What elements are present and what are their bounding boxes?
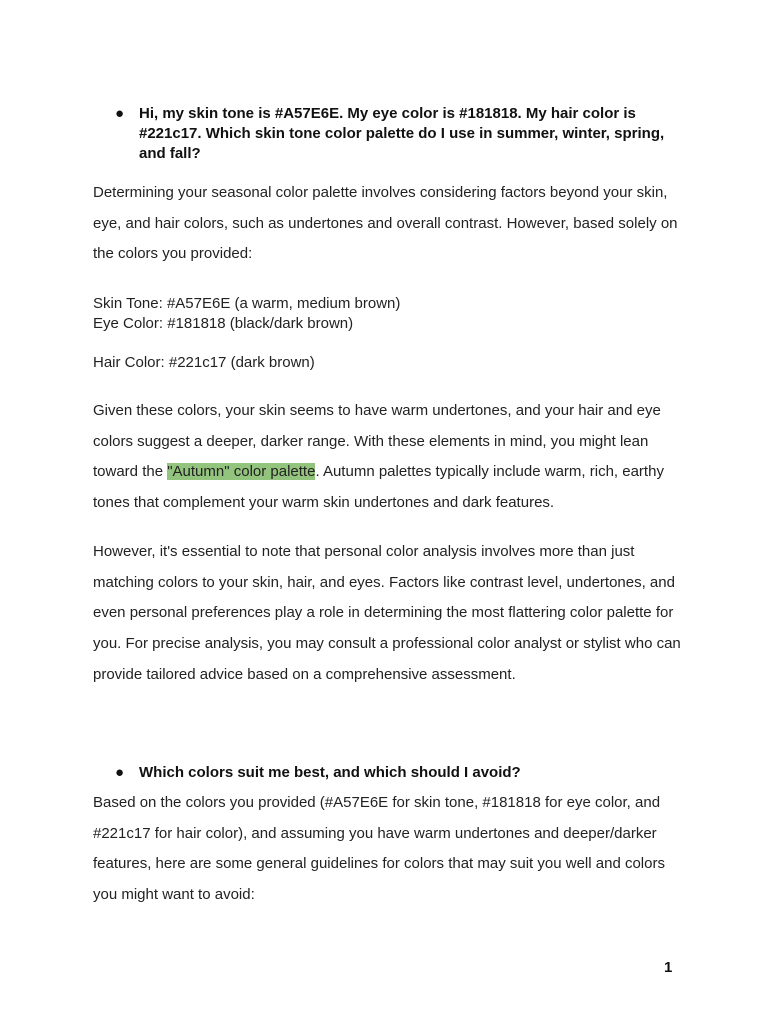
page-number: 1 (664, 959, 673, 976)
analysis-text-start: Given these colors, your skin seems to have warm undertones, and your hair and eye colors suggest a deeper, darker range. With these elements in mind, you might lean toward the (93, 402, 661, 481)
question-bullet-2 (115, 763, 679, 783)
autumn-palette-highlight: "Autumn" color palette (167, 463, 316, 481)
question-bullet-1 (115, 104, 679, 164)
eye-color-line: Eye Color: #181818 (black/dark brown) (93, 315, 354, 332)
bullet-icon: ● (115, 105, 125, 122)
intro-paragraph-2: Based on the colors you provided (#A57E6E for skin tone, #181818 for eye color, and #221c17 for hair color), and assuming you have warm undertones and deeper/darker features, here are some general guidelines for colors that may suit you well and colors you might want to avoid: (93, 794, 665, 904)
hair-color-line: Hair Color: #221c17 (dark brown) (93, 354, 315, 371)
question-text-2: Which colors suit me best, and which should I avoid? (139, 764, 521, 781)
skin-tone-line: Skin Tone: #A57E6E (a warm, medium brown) (93, 295, 401, 312)
intro-paragraph-1: Determining your seasonal color palette involves considering factors beyond your skin, eye, and hair colors, such as undertones and overall contrast. However, based solely on the colors you provided: (93, 184, 678, 263)
color-list (93, 294, 683, 334)
note-paragraph: However, it's essential to note that personal color analysis involves more than just matching colors to your skin, hair, and eyes. Factors like contrast level, undertones, and even personal preferences play a role in determining the most flattering color palette for you. For precise analysis, you may consult a professional color analyst or stylist who can provide tailored advice based on a comprehensive assessment. (93, 543, 681, 683)
bullet-icon: ● (115, 764, 125, 781)
analysis-paragraph (93, 396, 683, 519)
analysis-text-end: . Autumn palettes typically include warm, rich, earthy tones that complement your warm skin undertones and dark features. (93, 463, 664, 512)
question-text-1: Hi, my skin tone is #A57E6E. My eye color is #181818. My hair color is #221c17. Which skin tone color palette do I use in summer, winter, spring, and fall? (139, 105, 665, 162)
